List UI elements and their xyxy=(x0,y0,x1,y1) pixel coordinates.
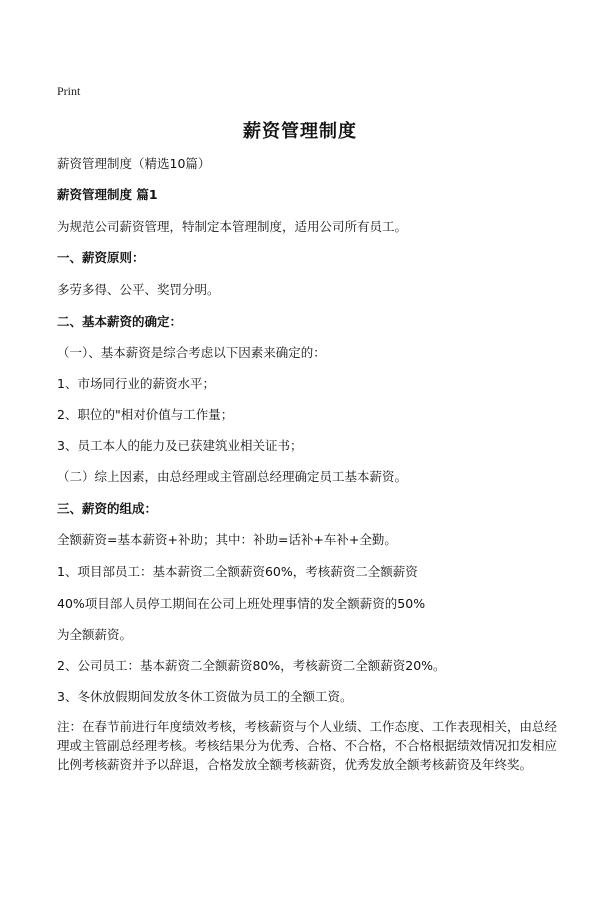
heading-salary-composition: 三、薪资的组成： xyxy=(57,501,158,516)
project-staff-line-2: 40%项目部人员停工期间在公司上班处理事情的发全额薪资的50% xyxy=(57,596,426,611)
project-staff-line-1: 1、项目部员工：基本薪资二全额薪资60%，考核薪资二全额薪资 xyxy=(57,564,418,579)
note-paragraph: 注：在春节前进行年度绩效考核，考核薪资与个人业绩、工作态度、工作表现相关，由总经理或主管副总经理考核。考核结果分为优秀、合格、不合格，不合格根据绩效情况扣发相应比例考核薪资并予以辞退，合格发放全额考核薪资，优秀发放全额考核薪资及年终奖。 xyxy=(57,719,558,772)
factor-item-2: 2、职位的"相对价值与工作量； xyxy=(57,407,234,422)
subtitle-line: 薪资管理制度（精选10篇） xyxy=(57,156,211,171)
print-link[interactable]: Print xyxy=(57,84,81,98)
intro-paragraph: 为规范公司薪资管理，特制定本管理制度，适用公司所有员工。 xyxy=(57,219,408,234)
base-salary-factors-intro: （一）、基本薪资是综合考虑以下因素来确定的： xyxy=(57,345,326,360)
company-staff-line: 2、公司员工：基本薪资二全额薪资80%，考核薪资二全额薪资20%。 xyxy=(57,658,446,673)
composition-formula: 全额薪资=基本薪资+补助；其中：补助=话补+车补+全勤。 xyxy=(57,532,397,547)
page-title: 薪资管理制度 xyxy=(243,121,357,142)
winter-leave-line: 3、冬休放假期间发放冬休工资做为员工的全额工资。 xyxy=(57,689,353,704)
project-staff-line-3: 为全额薪资。 xyxy=(57,627,133,642)
factor-item-3: 3、员工本人的能力及已获建筑业相关证书； xyxy=(57,438,303,453)
principles-text: 多劳多得、公平、奖罚分明。 xyxy=(57,282,220,297)
base-salary-conclusion: （二）综上因素，由总经理或主管副总经理确定员工基本薪资。 xyxy=(57,469,408,484)
heading-base-salary: 二、基本薪资的确定： xyxy=(57,314,183,329)
heading-salary-principles: 一、薪资原则： xyxy=(57,250,145,265)
factor-item-1: 1、市场同行业的薪资水平； xyxy=(57,376,215,391)
section-heading-part1: 薪资管理制度 篇1 xyxy=(57,187,158,202)
